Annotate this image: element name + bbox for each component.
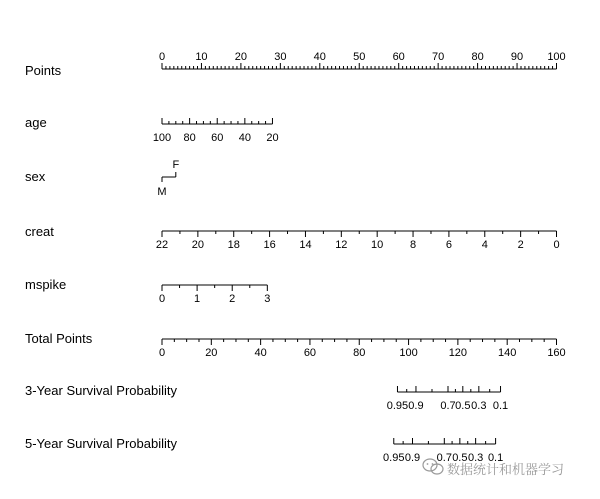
tick-label: 70 [432,51,445,63]
tick-label: 0.7 [440,400,456,412]
tick-label: 10 [195,51,208,63]
tick-label: 50 [353,51,366,63]
tick-label: 0.5 [455,400,471,412]
tick-label: 14 [299,239,312,251]
tick-label: 0.1 [492,400,509,412]
tick-label: 40 [313,51,326,63]
row-surv3 [25,383,508,412]
row-surv5 [25,436,503,464]
tick-label: 90 [510,51,524,63]
tick-label: 18 [227,239,240,251]
tick-label: 20 [205,347,218,359]
tick-label: M [157,186,167,198]
tick-label: 10 [371,239,384,251]
row-creat [25,224,560,251]
row-label-surv3: 3-Year Survival Probability [25,383,177,398]
tick-label: 0 [158,293,166,305]
tick-label: 80 [353,347,366,359]
tick-label: 30 [274,51,287,63]
tick-label: 2 [229,293,236,305]
tick-label: 0.7 [436,452,452,464]
row-label-creat: creat [25,224,54,239]
tick-label: 20 [234,51,248,63]
row-label-mspike: mspike [25,277,67,292]
row-label-sex: sex [25,169,46,184]
tick-label: 20 [191,239,204,251]
row-total [25,331,566,359]
tick-label: 0.95 [386,400,409,412]
tick-label: F [172,159,180,171]
tick-label: 120 [448,347,468,359]
row-label-age: age [25,115,47,130]
row-age [25,115,279,144]
tick-label: 0.95 [383,452,405,464]
tick-label: 0.3 [467,452,484,464]
tick-label: 160 [547,347,566,359]
tick-label: 0.3 [471,400,487,412]
tick-label: 20 [266,132,279,144]
tick-label: 100 [399,347,418,359]
tick-label: 0.9 [408,400,424,412]
tick-label: 40 [238,132,251,144]
tick-label: 40 [254,347,267,359]
row-mspike [25,277,270,305]
tick-label: 80 [471,51,484,63]
tick-label: 8 [409,239,417,251]
tick-label: 0.5 [452,452,468,464]
row-points [25,51,566,78]
tick-label: 0 [158,347,166,359]
tick-label: 22 [155,239,169,251]
tick-label: 60 [211,132,224,144]
tick-label: 60 [303,347,317,359]
tick-label: 0 [158,51,166,63]
tick-label: 12 [335,239,348,251]
row-label-surv5: 5-Year Survival Probability [25,436,177,451]
tick-label: 140 [498,347,517,359]
nomogram-rows [25,51,566,464]
tick-label: 1 [194,293,201,305]
tick-label: 0.9 [404,452,421,464]
tick-label: 4 [481,239,488,251]
tick-label: 100 [152,132,172,144]
row-sex [25,159,179,198]
tick-label: 2 [517,239,524,251]
tick-label: 80 [183,132,196,144]
row-label-total: Total Points [25,331,93,346]
tick-label: 6 [445,239,452,251]
row-label-points: Points [25,63,62,78]
tick-label: 0.1 [487,452,504,464]
tick-label: 60 [392,51,405,63]
watermark-text: 数据统计和机器学习 [447,463,565,478]
tick-label: 3 [264,293,271,305]
tick-label: 100 [547,51,566,63]
tick-label: 16 [263,239,276,251]
tick-label: 0 [553,239,560,251]
